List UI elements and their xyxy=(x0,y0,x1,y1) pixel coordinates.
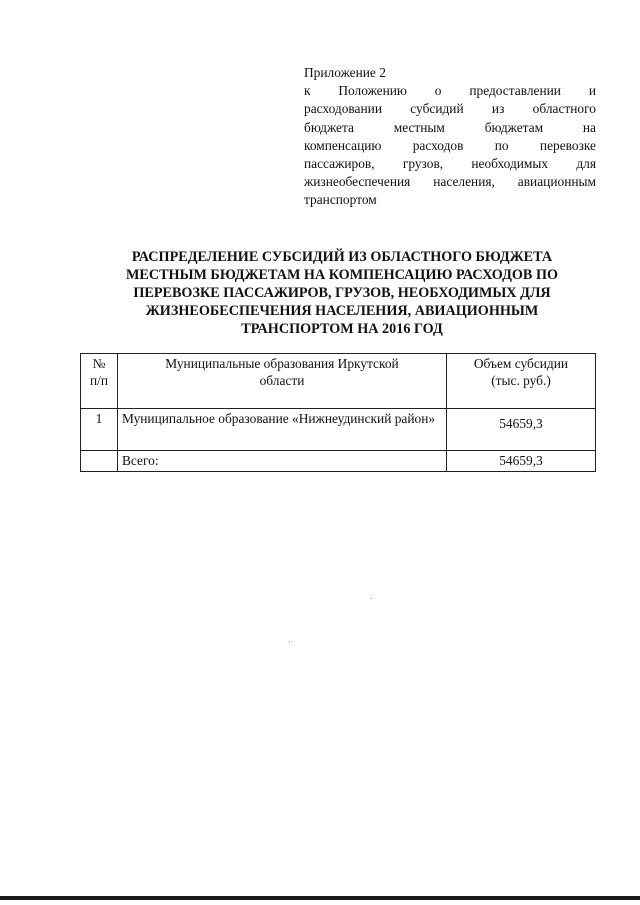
table-row xyxy=(81,409,596,451)
title-line: МЕСТНЫМ БЮДЖЕТАМ НА КОМПЕНСАЦИЮ РАСХОДОВ ПО xyxy=(125,267,559,283)
appendix-line: бюджета местным бюджетам на xyxy=(304,119,596,135)
header-amount-line: (тыс. руб.) xyxy=(491,373,551,388)
row-amount: 54659,3 xyxy=(447,409,596,451)
scan-edge-line xyxy=(0,896,640,900)
title-line: ПЕРЕВОЗКЕ ПАССАЖИРОВ, ГРУЗОВ, НЕОБХОДИМЫХ ДЛЯ xyxy=(133,285,551,301)
header-cell-municipality xyxy=(118,354,447,409)
table-total-row xyxy=(81,451,596,472)
header-municipality-line: Муниципальные образования Иркутской xyxy=(165,356,399,371)
total-label: Всего: xyxy=(118,451,447,472)
appendix-block xyxy=(304,64,596,210)
scan-speck xyxy=(371,598,372,599)
row-num: 1 xyxy=(81,409,118,451)
table-header-row xyxy=(81,354,596,409)
appendix-heading: Приложение 2 xyxy=(304,65,386,80)
row-municipality: Муниципальное образование «Нижнеудинский район» xyxy=(118,409,447,451)
title-line: ЖИЗНЕОБЕСПЕЧЕНИЯ НАСЕЛЕНИЯ, АВИАЦИОННЫМ xyxy=(145,303,539,319)
total-num-cell xyxy=(81,451,118,472)
appendix-line: компенсацию расходов по перевозке xyxy=(304,137,596,153)
header-cell-num xyxy=(81,354,118,409)
title-line: ТРАНСПОРТОМ НА 2016 ГОД xyxy=(241,321,443,337)
appendix-line: жизнеобеспечения населения, авиационным xyxy=(304,174,596,190)
header-amount-line: Объем субсидии xyxy=(473,356,569,371)
appendix-line: к Положению о предоставлении и xyxy=(304,83,596,99)
title-line: РАСПРЕДЕЛЕНИЕ СУБСИДИЙ ИЗ ОБЛАСТНОГО БЮДЖЕТА xyxy=(131,249,553,265)
appendix-line: расходовании субсидий из областного xyxy=(304,101,596,117)
header-num-line: № xyxy=(92,356,106,371)
document-title xyxy=(92,248,592,338)
header-cell-amount xyxy=(447,354,596,409)
header-municipality-line: области xyxy=(259,373,305,388)
total-amount: 54659,3 xyxy=(447,451,596,472)
appendix-line: транспортом xyxy=(304,192,377,208)
appendix-line: пассажиров, грузов, необходимых для xyxy=(304,156,596,172)
header-num-line: п/п xyxy=(89,373,109,388)
scan-speck xyxy=(289,641,290,642)
subsidy-table xyxy=(80,353,596,472)
